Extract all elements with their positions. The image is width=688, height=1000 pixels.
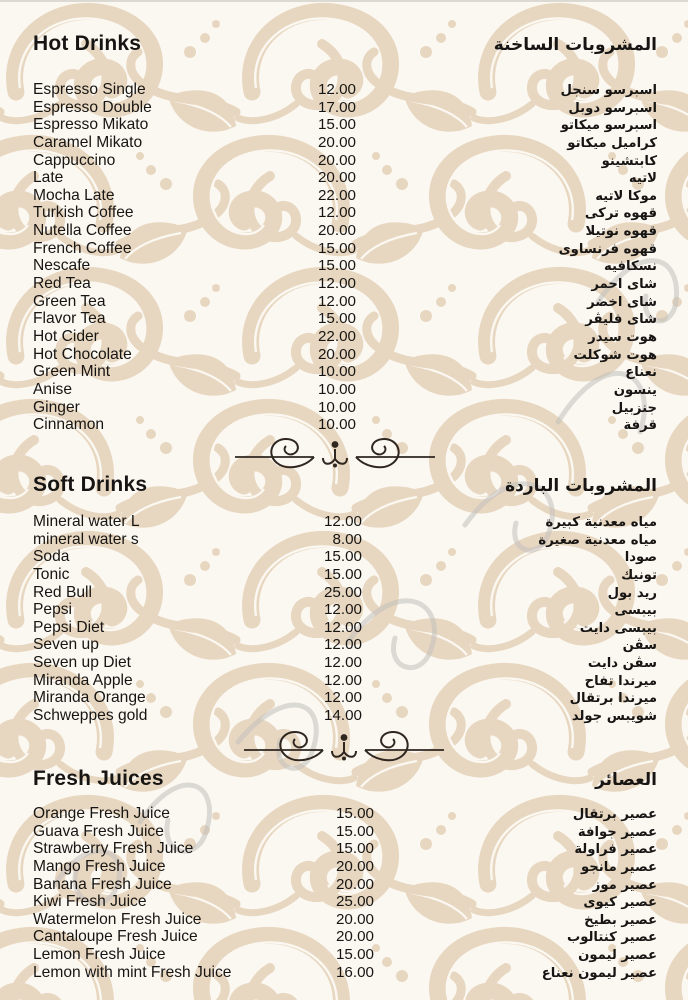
- section-header: [33, 768, 657, 791]
- item-name-en: Orange Fresh Juice: [33, 805, 170, 822]
- menu-item-row: [33, 876, 657, 894]
- item-name-ar: بيبسى: [614, 603, 657, 619]
- item-name-en: Lemon with mint Fresh Juice: [33, 963, 232, 981]
- item-name-ar: لاتيه: [628, 171, 657, 187]
- item-price: 14.00: [323, 707, 362, 725]
- menu-item-row: [33, 99, 657, 117]
- item-name-en: Hot Cider: [33, 327, 99, 345]
- item-name-en: Soda: [33, 548, 70, 566]
- menu-item-row: [33, 169, 657, 187]
- item-price: 15.00: [335, 822, 374, 840]
- item-name-en: Cantaloupe Fresh Juice: [33, 928, 198, 946]
- menu-item-row: [33, 636, 657, 654]
- menu-item-row: [33, 222, 657, 240]
- item-name-en: Mango Fresh Juice: [33, 857, 166, 875]
- menu-item-row: [33, 81, 657, 99]
- item-price: 10.00: [317, 398, 356, 416]
- menu-item-row: [33, 805, 657, 823]
- item-price: 20.00: [317, 169, 356, 187]
- section-title-ar: المشروبات الباردة: [505, 476, 657, 496]
- item-name-ar: موكا لاتيه: [595, 188, 657, 204]
- section-header: [33, 33, 657, 56]
- menu-item-row: [33, 601, 657, 619]
- menu-item-row: [33, 707, 657, 725]
- section-soft-drinks: [33, 474, 657, 725]
- item-price: 20.00: [317, 345, 356, 363]
- menu-item-row: [33, 531, 657, 549]
- item-name-ar: عصير مانجو: [580, 859, 657, 875]
- item-name-ar: كابتشينو: [601, 153, 657, 169]
- menu-item-row: [33, 858, 657, 876]
- item-name-ar: ميرندا تفاح: [584, 673, 657, 689]
- item-name-ar: سڤن دايت: [587, 656, 657, 672]
- item-price: 16.00: [335, 963, 374, 981]
- item-price: 12.00: [317, 275, 356, 293]
- item-name-ar: كراميل ميكاتو: [567, 135, 657, 151]
- item-name-en: Cinnamon: [33, 416, 105, 434]
- item-price: 12.00: [323, 671, 362, 689]
- item-name-en: Caramel Mikato: [33, 133, 143, 151]
- menu-item-row: [33, 911, 657, 929]
- item-name-ar: بيبسى دايت: [579, 620, 657, 636]
- item-name-en: Lemon Fresh Juice: [33, 946, 166, 964]
- item-name-ar: اسبرسو سنجل: [560, 83, 657, 98]
- item-name-en: Guava Fresh Juice: [33, 822, 164, 840]
- item-name-en: Miranda Apple: [33, 671, 133, 689]
- item-name-en: Seven up Diet: [33, 654, 131, 672]
- item-name-en: Tonic: [33, 565, 70, 583]
- section-title-ar: المشروبات الساخنة: [493, 35, 657, 55]
- item-name-ar: نعناع: [625, 365, 657, 381]
- item-price: 15.00: [317, 239, 356, 257]
- menu-item-row: [33, 416, 657, 434]
- item-price: 15.00: [335, 946, 374, 964]
- menu-item-row: [33, 513, 657, 531]
- item-name-ar: عصير فراولة: [574, 842, 657, 858]
- menu-item-row: [33, 584, 657, 602]
- item-price: 12.00: [323, 513, 362, 530]
- item-name-ar: عصير موز: [592, 877, 657, 893]
- item-price: 15.00: [317, 310, 356, 328]
- item-name-en: Late: [33, 169, 64, 187]
- menu-item-row: [33, 310, 657, 328]
- item-price: 10.00: [317, 380, 356, 398]
- item-name-ar: عصير ليمون: [578, 948, 657, 964]
- item-name-en: Seven up: [33, 636, 99, 654]
- item-name-ar: شاى اخضر: [587, 294, 657, 310]
- menu-item-row: [33, 328, 657, 346]
- menu-items-list: [33, 805, 657, 981]
- item-name-en: Mineral water L: [33, 513, 140, 530]
- menu-item-row: [33, 257, 657, 275]
- item-name-en: Nescafe: [33, 257, 91, 275]
- item-name-ar: ريد بول: [607, 585, 657, 601]
- item-price: 10.00: [317, 416, 356, 434]
- item-price: 12.00: [323, 689, 362, 707]
- item-name-en: Ginger: [33, 398, 80, 416]
- item-name-ar: ينسون: [613, 382, 657, 398]
- item-price: 20.00: [317, 151, 356, 169]
- item-price: 20.00: [335, 928, 374, 946]
- section-hot-drinks: [33, 33, 657, 434]
- item-name-ar: قرفة: [623, 418, 657, 434]
- item-price: 12.00: [317, 292, 356, 310]
- menu-item-row: [33, 293, 657, 311]
- item-name-en: Red Bull: [33, 583, 92, 601]
- menu-item-row: [33, 823, 657, 841]
- item-name-en: Hot Chocolate: [33, 345, 132, 363]
- menu-item-row: [33, 840, 657, 858]
- menu-item-row: [33, 363, 657, 381]
- item-name-ar: جنزبيل: [611, 400, 657, 416]
- menu-item-row: [33, 928, 657, 946]
- item-price: 17.00: [317, 98, 356, 116]
- menu-item-row: [33, 399, 657, 417]
- section-title-ar: العصائر: [595, 770, 657, 790]
- item-price: 12.00: [323, 654, 362, 672]
- item-name-en: Watermelon Fresh Juice: [33, 910, 202, 928]
- item-name-en: Espresso Single: [33, 81, 146, 98]
- item-name-ar: تونيك: [621, 567, 657, 583]
- menu-item-row: [33, 346, 657, 364]
- item-name-ar: هوت شوكلت: [573, 347, 657, 363]
- item-name-en: Green Mint: [33, 363, 111, 381]
- section-title-en: Fresh Juices: [33, 767, 164, 790]
- item-price: 12.00: [317, 204, 356, 222]
- item-name-ar: ميرندا برتقال: [569, 691, 657, 707]
- item-price: 20.00: [335, 875, 374, 893]
- section-header: [33, 474, 657, 497]
- item-price: 12.00: [317, 81, 356, 98]
- item-name-en: Pepsi Diet: [33, 618, 105, 636]
- item-name-ar: شاى احمر: [591, 277, 657, 293]
- item-price: 20.00: [317, 222, 356, 240]
- menu-item-row: [33, 964, 657, 982]
- item-price: 15.00: [323, 548, 362, 566]
- item-price: 20.00: [335, 857, 374, 875]
- item-name-en: Banana Fresh Juice: [33, 875, 172, 893]
- item-price: 22.00: [317, 327, 356, 345]
- menu-item-row: [33, 689, 657, 707]
- item-name-ar: عصير كيوى: [583, 895, 657, 911]
- item-name-ar: شاى فليڤر: [585, 312, 657, 328]
- item-name-ar: عصير برتقال: [572, 807, 657, 822]
- item-name-en: mineral water s: [33, 530, 139, 548]
- item-name-ar: هوت سيدر: [588, 329, 657, 345]
- menu-item-row: [33, 654, 657, 672]
- item-name-ar: قهوه نوتيلا: [585, 224, 657, 240]
- menu-item-row: [33, 381, 657, 399]
- item-name-en: Miranda Orange: [33, 689, 146, 707]
- item-price: 15.00: [317, 257, 356, 275]
- menu-item-row: [33, 187, 657, 205]
- scroll-flourish-divider-icon: [235, 438, 435, 478]
- menu-item-row: [33, 275, 657, 293]
- item-price: 15.00: [323, 565, 362, 583]
- item-name-ar: عصير جوافة: [577, 824, 657, 840]
- item-price: 12.00: [323, 618, 362, 636]
- item-name-en: Schweppes gold: [33, 707, 148, 725]
- item-name-en: Espresso Double: [33, 98, 152, 116]
- item-price: 8.00: [332, 530, 362, 548]
- item-name-ar: مياه معدنية صغيرة: [538, 532, 657, 548]
- item-name-ar: قهوه تركى: [584, 206, 657, 222]
- menu-item-row: [33, 240, 657, 258]
- menu-item-row: [33, 893, 657, 911]
- item-name-ar: سڤن: [622, 638, 657, 654]
- item-price: 15.00: [317, 116, 356, 134]
- item-name-ar: مياه معدنية كبيرة: [545, 515, 657, 530]
- item-name-en: Flavor Tea: [33, 310, 106, 328]
- menu-item-row: [33, 204, 657, 222]
- menu-items-list: [33, 513, 657, 725]
- item-name-ar: اسبرسو دوبل: [568, 100, 657, 116]
- item-name-en: Green Tea: [33, 292, 106, 310]
- item-name-ar: عصير بطيخ: [584, 912, 657, 928]
- menu-item-row: [33, 548, 657, 566]
- item-name-ar: صودا: [624, 550, 657, 566]
- menu-items-list: [33, 81, 657, 434]
- item-price: 15.00: [335, 805, 374, 822]
- menu-item-row: [33, 946, 657, 964]
- item-name-ar: شويبس جولد: [571, 709, 657, 725]
- item-name-en: Anise: [33, 380, 73, 398]
- section-fresh-juices: [33, 768, 657, 981]
- item-price: 22.00: [317, 186, 356, 204]
- item-name-en: Turkish Coffee: [33, 204, 134, 222]
- scan-edge-line: [0, 0, 688, 2]
- item-name-en: Mocha Late: [33, 186, 115, 204]
- item-name-ar: قهوه فرنساوى: [558, 241, 657, 257]
- menu-item-row: [33, 116, 657, 134]
- item-name-ar: عصير ليمون نعناع: [541, 965, 657, 981]
- item-name-ar: عصير كنتالوب: [566, 930, 657, 946]
- item-price: 10.00: [317, 363, 356, 381]
- menu-item-row: [33, 672, 657, 690]
- item-price: 15.00: [335, 840, 374, 858]
- item-name-en: Red Tea: [33, 275, 91, 293]
- item-price: 25.00: [335, 893, 374, 911]
- item-name-en: Kiwi Fresh Juice: [33, 893, 147, 911]
- item-name-ar: نسكافيه: [603, 259, 657, 275]
- item-name-en: French Coffee: [33, 239, 132, 257]
- item-price: 12.00: [323, 636, 362, 654]
- section-title-en: Hot Drinks: [33, 32, 142, 55]
- item-name-en: Strawberry Fresh Juice: [33, 840, 194, 858]
- item-name-en: Espresso Mikato: [33, 116, 149, 134]
- item-price: 12.00: [323, 601, 362, 619]
- menu-item-row: [33, 134, 657, 152]
- menu-item-row: [33, 152, 657, 170]
- item-price: 20.00: [317, 133, 356, 151]
- menu-item-row: [33, 566, 657, 584]
- section-title-en: Soft Drinks: [33, 473, 148, 496]
- menu-item-row: [33, 619, 657, 637]
- item-price: 25.00: [323, 583, 362, 601]
- item-name-en: Nutella Coffee: [33, 222, 132, 240]
- item-name-en: Cappuccino: [33, 151, 116, 169]
- item-price: 20.00: [335, 910, 374, 928]
- item-name-ar: اسبرسو ميكاتو: [560, 118, 657, 134]
- item-name-en: Pepsi: [33, 601, 73, 619]
- scroll-flourish-divider-icon: [244, 731, 444, 771]
